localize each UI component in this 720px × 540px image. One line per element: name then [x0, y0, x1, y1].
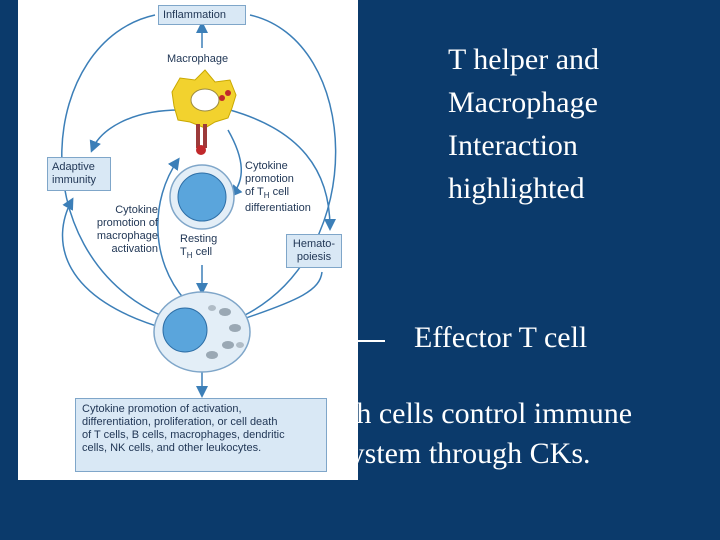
hematopoiesis-box: Hemato- poiesis: [286, 234, 342, 268]
slide-title: T helper and Macrophage Interaction highlighted: [448, 43, 600, 205]
resting-th-cell: [170, 165, 234, 229]
inflammation-box: [158, 5, 246, 25]
macrophage-cell: [172, 70, 236, 155]
arrow-macrophage-to-adaptive: [92, 110, 180, 150]
inflammation-label: Inflammation: [163, 9, 226, 21]
resting-th-label: Resting $T_H$ cell: [180, 233, 218, 261]
bottom-cytokine-box: Cytokine promotion of activation, differentiation, proliferation, or cell death of T cells, B cells, macrophages, dendritic cells, NK cells, and other leukocytes.: [75, 398, 327, 472]
adaptive-line-2: immunity: [52, 174, 97, 186]
macrophage-label: Macrophage: [167, 53, 229, 65]
caption: Th cells control immune system through CKs.: [338, 397, 633, 470]
effector-t-cell-label: Effector T cell: [414, 321, 588, 354]
adaptive-immunity-box: [47, 157, 111, 191]
adaptive-line-1: Adaptive: [52, 161, 95, 173]
effector-t-cell: [154, 292, 250, 372]
arc-effector-right: [240, 272, 322, 320]
cytokine-th-label: Cytokine promotion of $T_H$ cell differentiation: [245, 160, 311, 215]
cytokine-macrophage-label: Cytokine promotion of macrophage activation: [96, 204, 158, 255]
